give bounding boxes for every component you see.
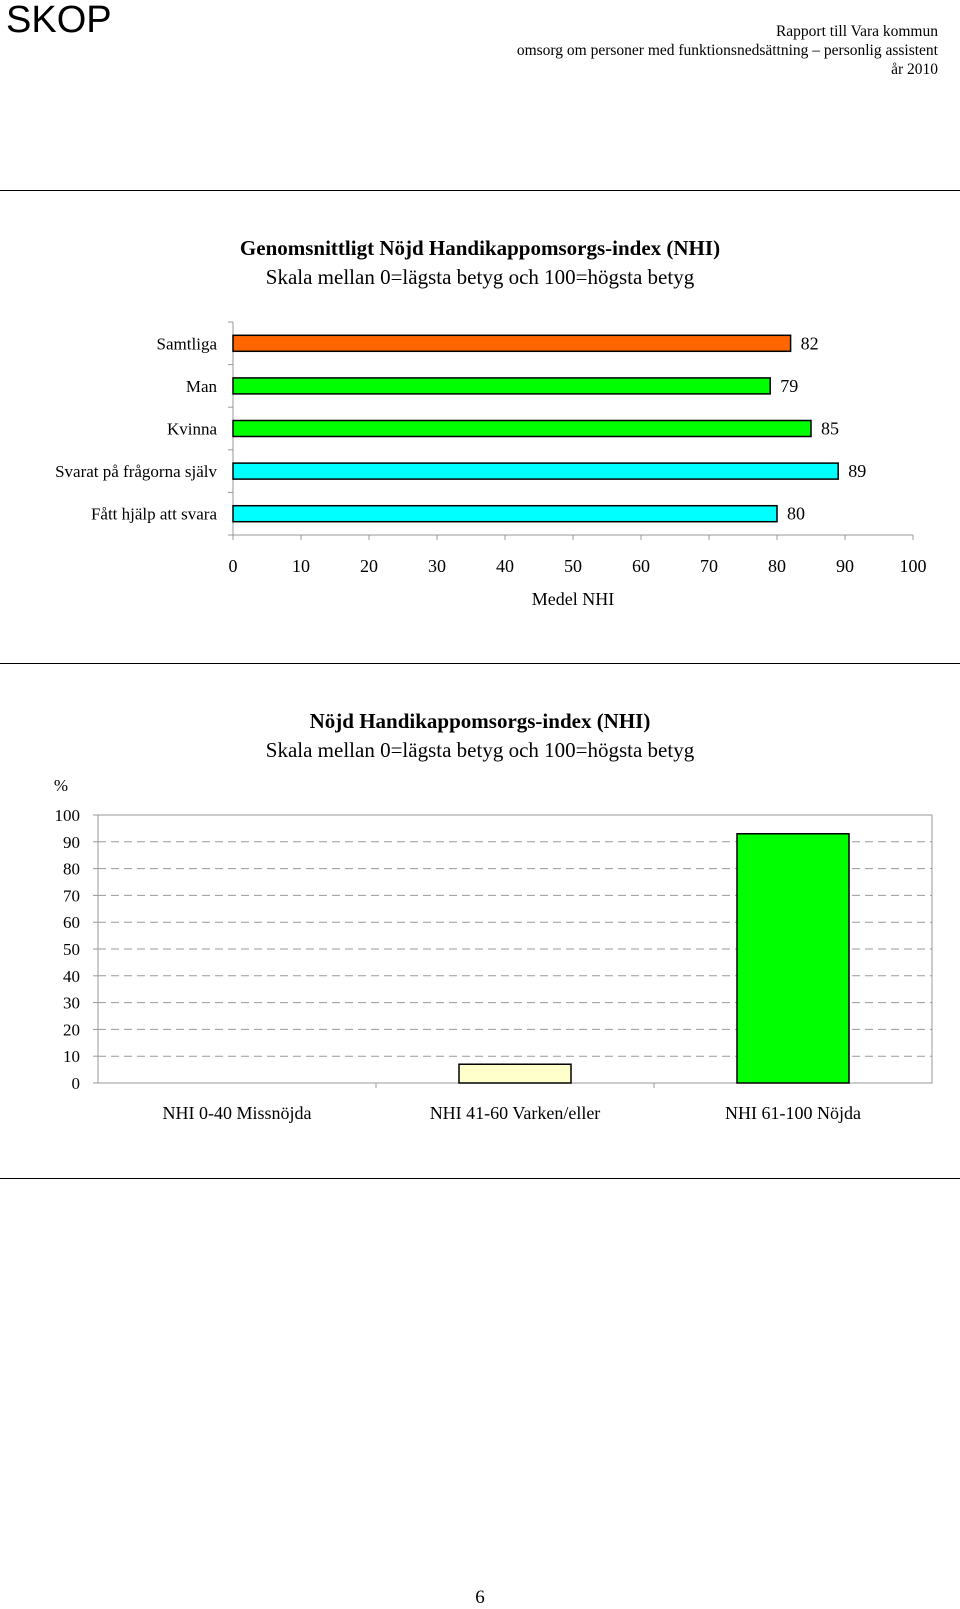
y-tick-label: 60 <box>63 913 80 933</box>
chart2-title-line1: Nöjd Handikappomsorgs-index (NHI) <box>309 709 651 733</box>
report-header-line1: Rapport till Vara kommun <box>775 23 938 40</box>
category-label: Svarat på frågorna själv <box>55 462 217 482</box>
x-tick-label: 20 <box>360 556 378 576</box>
x-tick-label: 0 <box>228 556 238 576</box>
bar <box>233 421 811 437</box>
x-tick-label: 70 <box>700 556 718 576</box>
data-label: 89 <box>848 461 867 482</box>
y-axis-unit: % <box>53 776 69 795</box>
y-tick-label: 0 <box>71 1074 80 1093</box>
y-tick-label: 30 <box>63 993 80 1013</box>
bar <box>233 463 838 479</box>
x-tick-label: 60 <box>632 556 650 576</box>
chart1-title-line1: Genomsnittligt Nöjd Handikappomsorgs-index (NHI) <box>239 236 721 260</box>
y-tick-label: 100 <box>54 806 80 825</box>
x-axis-title: Medel NHI <box>531 589 615 609</box>
y-tick-label: 10 <box>63 1047 80 1067</box>
report-header-line3: år 2010 <box>891 61 938 78</box>
report-header <box>517 22 938 79</box>
y-tick-label: 50 <box>63 940 80 959</box>
data-label: 85 <box>821 418 839 439</box>
y-tick-label: 20 <box>63 1020 80 1040</box>
nhi-distribution-bar-chart <box>0 770 960 1130</box>
x-tick-label: 90 <box>836 556 854 576</box>
bar <box>233 335 791 351</box>
report-header-line2: omsorg om personer med funktionsnedsättning – personlig assistent <box>516 42 938 59</box>
x-tick-label: 100 <box>899 556 927 576</box>
bar <box>737 834 849 1083</box>
bar <box>233 506 777 522</box>
chart1-title-line2: Skala mellan 0=lägsta betyg och 100=högsta betyg <box>265 265 695 289</box>
chart2-title <box>0 707 960 765</box>
category-label: NHI 41-60 Varken/eller <box>429 1103 601 1123</box>
x-tick-label: 10 <box>292 556 310 576</box>
category-label: Man <box>185 376 217 396</box>
bar <box>233 378 770 394</box>
nhi-mean-bar-chart <box>0 320 960 620</box>
x-tick-label: 80 <box>768 556 786 576</box>
category-label: NHI 61-100 Nöjda <box>725 1103 861 1123</box>
header-divider <box>0 190 960 191</box>
data-label: 79 <box>780 375 799 396</box>
chart-divider <box>0 663 960 664</box>
x-tick-label: 50 <box>564 556 582 576</box>
category-label: NHI 0-40 Missnöjda <box>162 1103 312 1123</box>
category-label: Kvinna <box>166 419 217 439</box>
category-label: Samtliga <box>156 334 217 354</box>
chart2-title-line2: Skala mellan 0=lägsta betyg och 100=högsta betyg <box>265 738 695 762</box>
category-label: Fått hjälp att svara <box>90 504 217 524</box>
x-tick-label: 30 <box>428 556 446 576</box>
x-tick-label: 40 <box>496 556 514 576</box>
bar <box>459 1064 571 1083</box>
chart1-title <box>0 234 960 292</box>
y-tick-label: 90 <box>63 832 80 852</box>
y-tick-label: 40 <box>63 966 80 986</box>
y-tick-label: 80 <box>63 859 80 879</box>
data-label: 82 <box>800 333 819 354</box>
skop-logo: SKOP <box>6 0 112 41</box>
footer-divider <box>0 1178 960 1179</box>
y-tick-label: 70 <box>63 886 80 906</box>
data-label: 80 <box>787 503 805 524</box>
page-number: 6 <box>475 1587 485 1608</box>
